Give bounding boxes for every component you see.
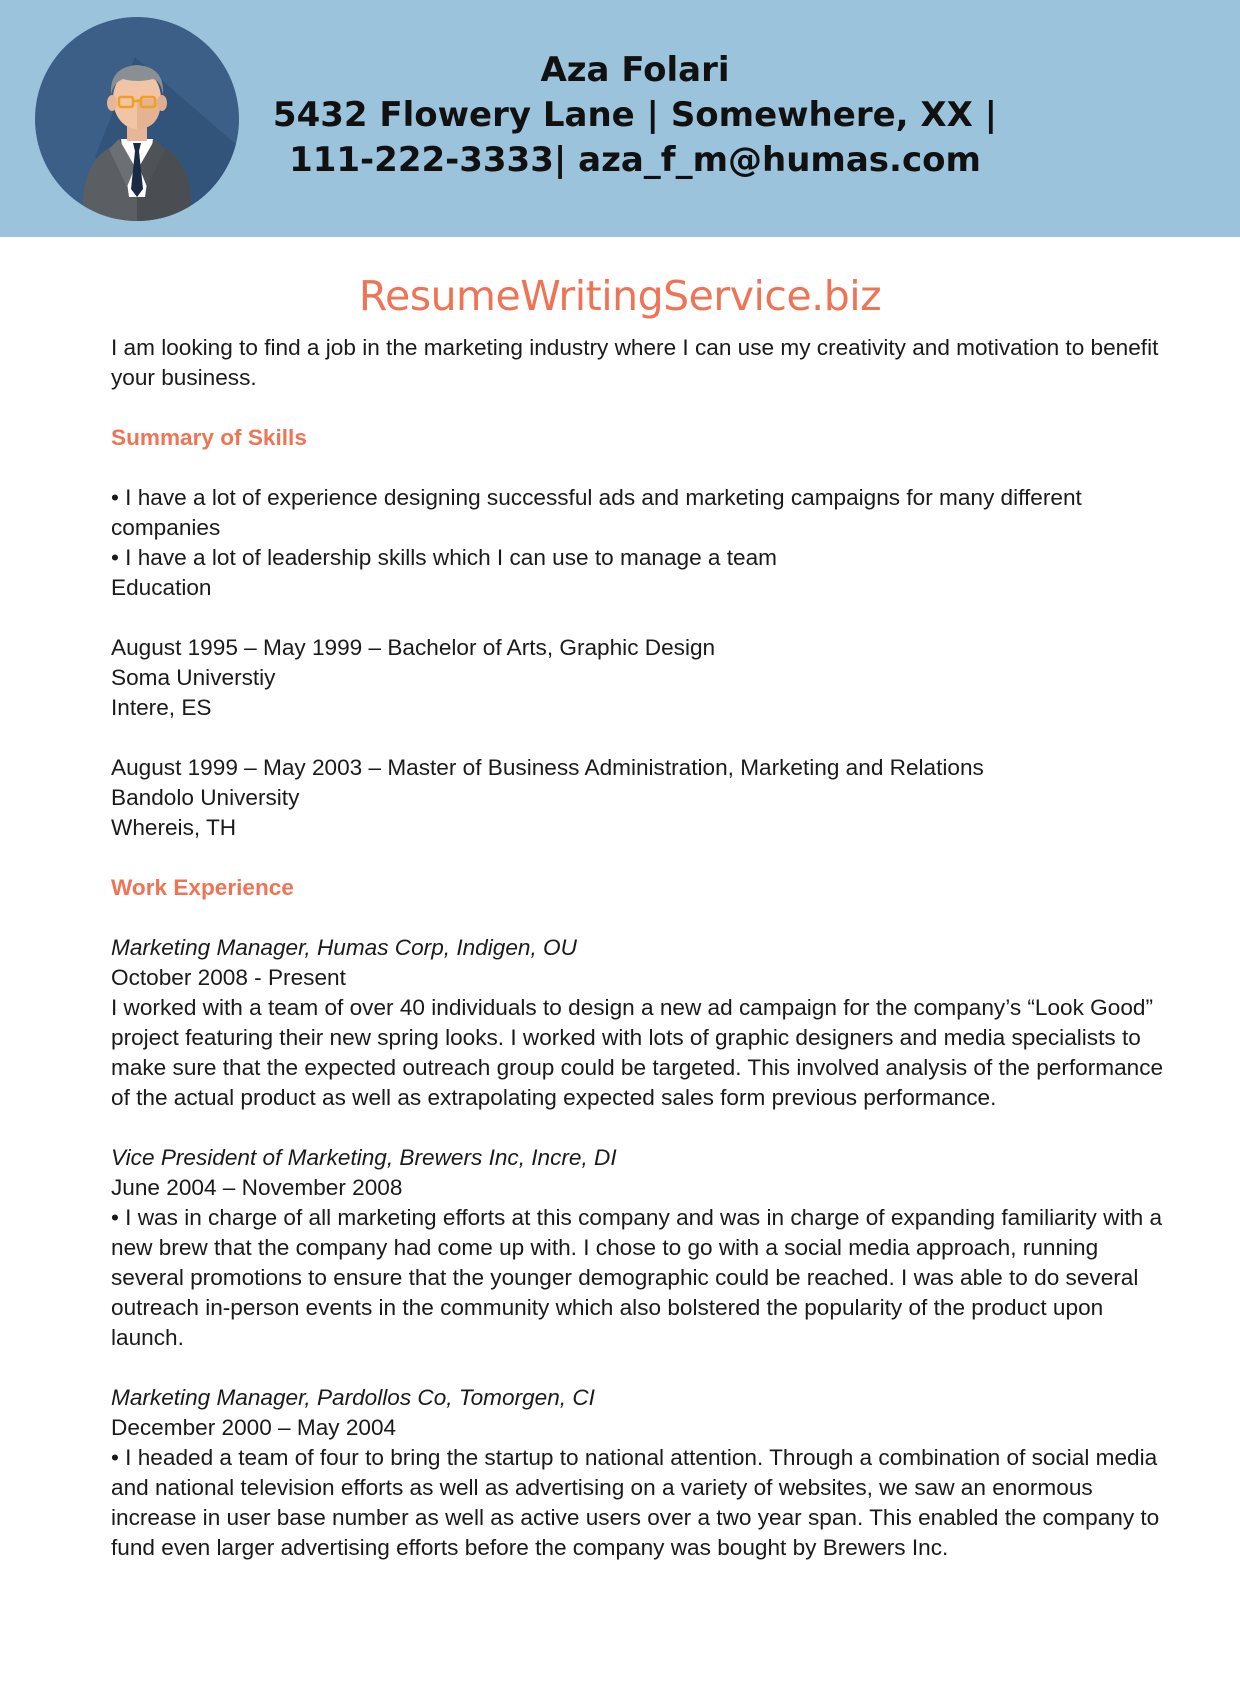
job-entry: [111, 1383, 1171, 1563]
skill-item: • I have a lot of leadership skills which I can use to manage a team: [111, 545, 777, 570]
job-dates: December 2000 – May 2004: [111, 1415, 397, 1440]
education-heading: Education: [111, 575, 212, 600]
job-description: I worked with a team of over 40 individuals to design a new ad campaign for the company’s “Look Good” project featuring their new spring looks. I worked with lots of graphic designers and media specialists to make sure that the expected outreach group could be targeted. This involved analysis of the performance of the actual product as well as extrapolating expected sales form previous performance.: [111, 995, 1164, 1110]
skills-list: [111, 483, 1171, 573]
address-line: 5432 Flowery Lane | Somewhere, XX |: [272, 95, 998, 135]
job-entry: [111, 1143, 1171, 1353]
header-banner: [0, 0, 1240, 237]
education-entry: [111, 753, 1171, 843]
job-title: Marketing Manager, Humas Corp, Indigen, OU: [111, 935, 577, 960]
education-degree-line: August 1995 – May 1999 – Bachelor of Arts, Graphic Design: [111, 635, 716, 660]
education-location: Intere, ES: [111, 695, 212, 720]
contact-line: 111-222-3333| aza_f_m@humas.com: [289, 140, 981, 180]
job-description: • I headed a team of four to bring the startup to national attention. Through a combination of social media and national television efforts as well as advertising on a variety of websites, we saw an enormous increase in user base number as well as active users over a two year span. This enabled the company to fund even larger advertising efforts before the company was bought by Brewers Inc.: [111, 1445, 1160, 1560]
job-description: • I was in charge of all marketing efforts at this company and was in charge of expanding familiarity with a new brew that the company had come up with. I chose to go with a social media approach, running several promotions to ensure that the younger demographic could be reached. I was able to do several outreach in-person events in the community which also bolstered the popularity of the product upon launch.: [111, 1205, 1163, 1350]
education-entry: [111, 633, 1171, 723]
businessman-avatar-icon: [35, 17, 239, 221]
education-school: Soma Universtiy: [111, 665, 276, 690]
education-location: Whereis, TH: [111, 815, 237, 840]
contact-block: [260, 48, 1010, 183]
skills-heading: Summary of Skills: [111, 425, 307, 450]
brand-watermark: ResumeWritingService.biz: [358, 272, 882, 320]
job-entry: [111, 933, 1171, 1113]
education-degree-line: August 1999 – May 2003 – Master of Business Administration, Marketing and Relations: [111, 755, 984, 780]
job-title: Marketing Manager, Pardollos Co, Tomorgen, CI: [111, 1385, 595, 1410]
experience-heading: Work Experience: [111, 875, 294, 900]
job-dates: October 2008 - Present: [111, 965, 346, 990]
education-school: Bandolo University: [111, 785, 300, 810]
resume-body: [111, 333, 1171, 1563]
objective-text: I am looking to find a job in the marketing industry where I can use my creativity and motivation to benefit your business.: [111, 335, 1159, 390]
skill-item: • I have a lot of experience designing successful ads and marketing campaigns for many different companies: [111, 485, 1082, 540]
candidate-name: Aza Folari: [540, 50, 730, 90]
job-dates: June 2004 – November 2008: [111, 1175, 403, 1200]
job-title: Vice President of Marketing, Brewers Inc, Incre, DI: [111, 1145, 617, 1170]
